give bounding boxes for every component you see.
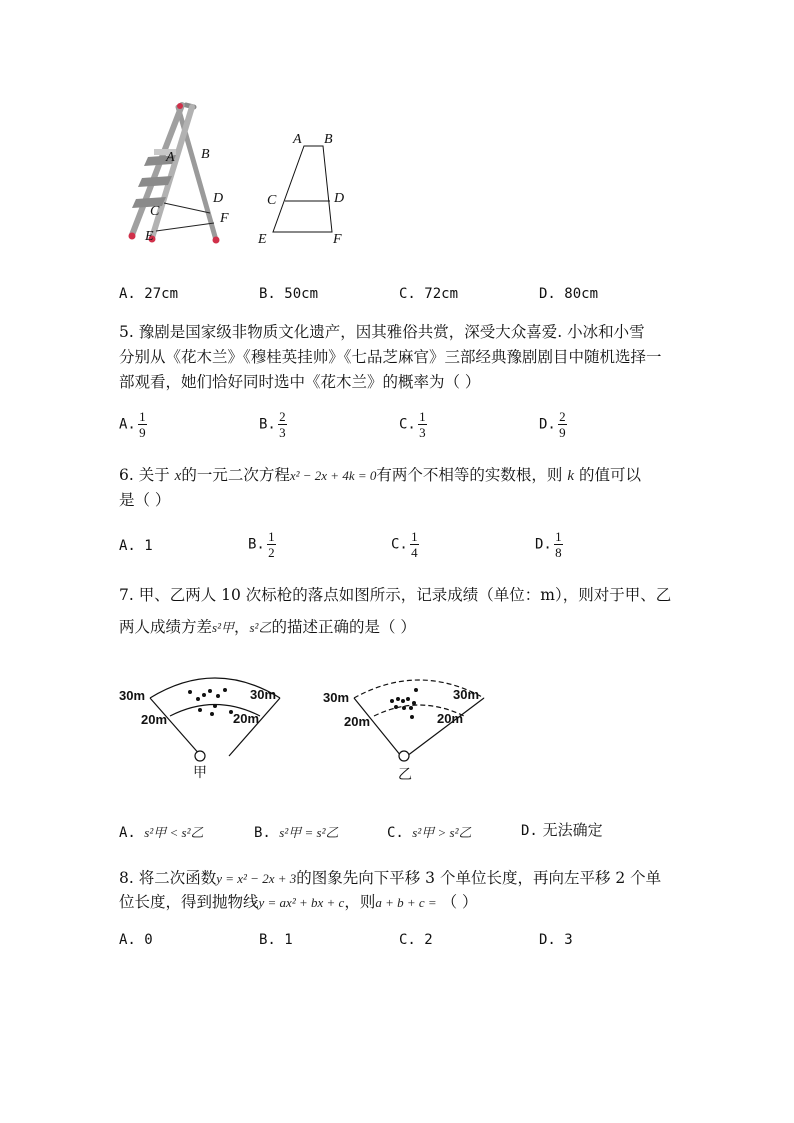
q5-line-2: 分别从《花木兰》《穆桂英挂帅》《七品芝麻官》三部经典豫剧剧目中随机选择一 — [119, 348, 662, 366]
ladder-label-a: A — [166, 150, 175, 165]
yi-30m-left: 30m — [323, 690, 350, 705]
yi-caption: 乙 — [398, 767, 412, 783]
fraction: $\frac{1}{9}$ — [139, 409, 146, 440]
q8-line-2: 位长度，得到抛物线y = ax² + bx + c，则a + b + c = （ ） — [119, 893, 478, 911]
q8-parabola: y = ax² + bx + c — [258, 895, 345, 910]
q4-option-d[interactable]: D. 80cm — [539, 286, 599, 302]
yi-30m-right: 30m — [453, 687, 480, 702]
q7-line-2: 两人成绩方差s²甲，s²乙的描述正确的是（ ） — [119, 618, 416, 636]
q8-option-d[interactable]: D. 3 — [539, 932, 573, 948]
q8-line-1: 8. 将二次函数y = x² − 2x + 3的图象先向下平移 3 个单位长度，再向左平移 2 个单 — [119, 869, 662, 887]
fraction: $\frac{1}{2}$ — [268, 529, 275, 560]
q5-line-1: 5. 豫剧是国家级非物质文化遗产，因其雅俗共赏，深受大众喜爱. 小冰和小雪 — [119, 323, 645, 341]
trap-label-a: A — [293, 132, 302, 147]
yi-20m-right: 20m — [437, 711, 464, 726]
trap-label-d: D — [334, 191, 345, 206]
fraction: $\frac{2}{3}$ — [279, 409, 286, 440]
yi-20m-left: 20m — [344, 714, 371, 729]
jia-30m-left: 30m — [119, 688, 146, 703]
fraction: $\frac{2}{9}$ — [559, 409, 566, 440]
ladder-label-e: E — [145, 229, 154, 244]
q4-option-a[interactable]: A. 27cm — [119, 286, 179, 302]
fraction: $\frac{1}{4}$ — [411, 529, 418, 560]
variance-jia: s²甲 — [212, 620, 234, 635]
trap-label-b: B — [324, 132, 333, 147]
q7-line-1: 7. 甲、乙两人 10 次标枪的落点如图所示，记录成绩（单位：m），则对于甲、乙 — [119, 586, 672, 604]
q8-sum: a + b + c = — [375, 895, 437, 910]
q4-option-b[interactable]: B. 50cm — [259, 286, 319, 302]
q4-option-c[interactable]: C. 72cm — [399, 286, 459, 302]
ladder-label-d: D — [213, 191, 224, 206]
q6-equation: x² − 2x + 4k = 0 — [289, 468, 377, 483]
q6-option-b[interactable]: B. $\frac{1}{2}$ — [248, 529, 275, 560]
ladder-label-f: F — [220, 211, 229, 226]
q6-line-2: 是（ ） — [119, 491, 171, 509]
jia-30m-right: 30m — [250, 687, 277, 702]
variance-yi: s²乙 — [249, 620, 272, 635]
q5-option-d[interactable]: D. $\frac{2}{9}$ — [539, 409, 566, 440]
q6-option-d[interactable]: D. $\frac{1}{8}$ — [535, 529, 562, 560]
q8-option-b[interactable]: B. 1 — [259, 932, 293, 948]
q5-option-a[interactable]: A. $\frac{1}{9}$ — [119, 409, 146, 440]
trap-label-c: C — [267, 193, 277, 208]
q7-option-c[interactable]: C. s²甲 > s²乙 — [387, 825, 472, 841]
trap-label-f: F — [333, 232, 342, 247]
q6-option-a[interactable]: A. 1 — [119, 538, 153, 554]
q8-function: y = x² − 2x + 3 — [216, 871, 297, 886]
q5-option-b[interactable]: B. $\frac{2}{3}$ — [259, 409, 286, 440]
q5-option-c[interactable]: C. $\frac{1}{3}$ — [399, 409, 426, 440]
q7-option-d[interactable]: D. 无法确定 — [521, 821, 603, 839]
q7-option-a[interactable]: A. s²甲 < s²乙 — [119, 825, 204, 841]
q6-line-1: 6. 关于 x的一元二次方程x² − 2x + 4k = 0有两个不相等的实数根，则 k 的值可以 — [119, 466, 641, 484]
q8-option-c[interactable]: C. 2 — [399, 932, 433, 948]
ladder-label-b: B — [201, 147, 210, 162]
q7-option-b[interactable]: B. s²甲 = s²乙 — [254, 825, 339, 841]
q8-option-a[interactable]: A. 0 — [119, 932, 153, 948]
trapezoid-figure — [268, 140, 348, 240]
fraction: $\frac{1}{3}$ — [419, 409, 426, 440]
jia-20m-left: 20m — [141, 712, 168, 727]
jia-20m-right: 20m — [233, 711, 260, 726]
ladder-label-c: C — [150, 204, 160, 219]
q5-line-3: 部观看，她们恰好同时选中《花木兰》的概率为（ ） — [119, 373, 481, 391]
trap-label-e: E — [258, 232, 267, 247]
jia-caption: 甲 — [193, 765, 207, 781]
q6-option-c[interactable]: C. $\frac{1}{4}$ — [391, 529, 418, 560]
fraction: $\frac{1}{8}$ — [555, 529, 562, 560]
